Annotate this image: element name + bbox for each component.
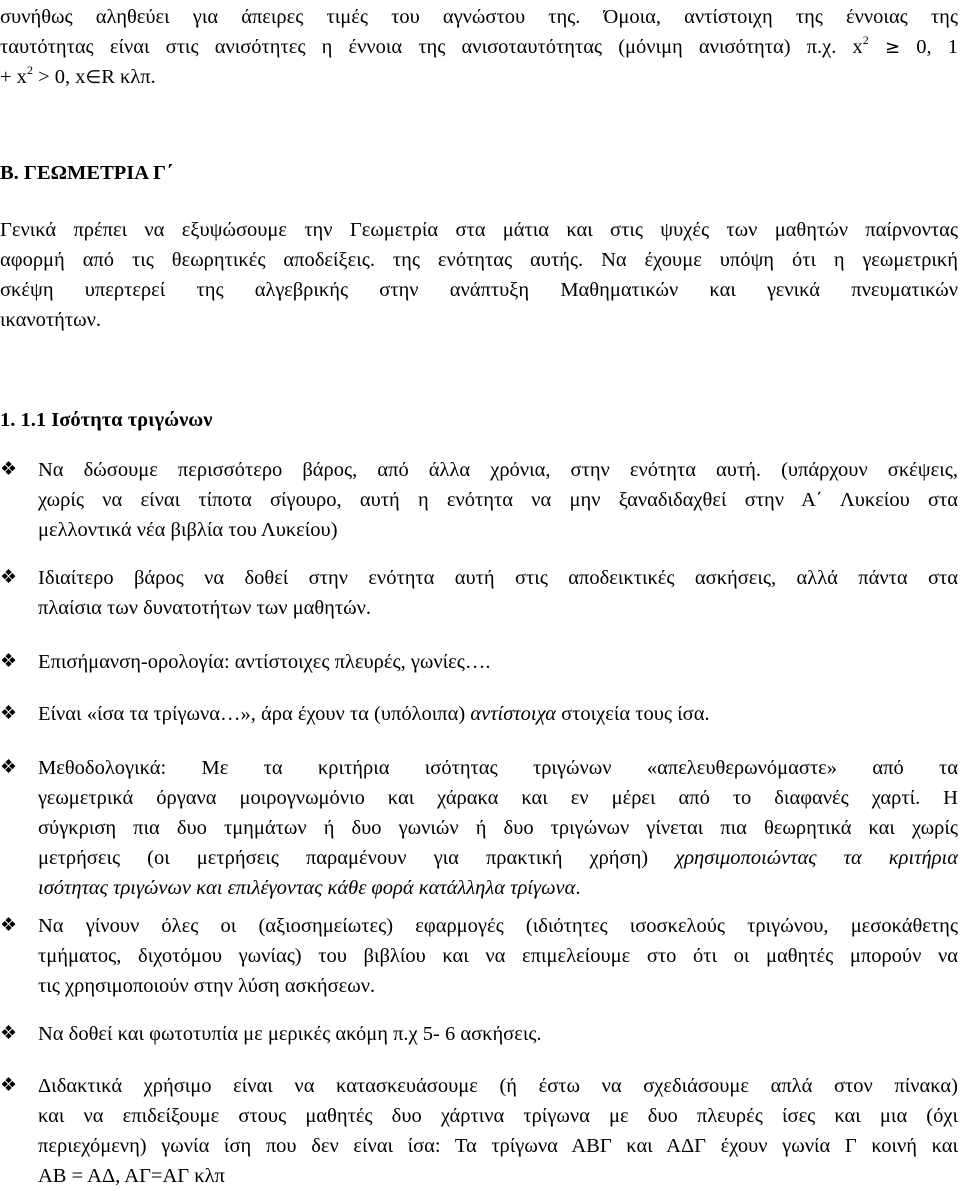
bullet-1-line-2: χωρίς να είναι τίποτα σίγουρο, αυτή η ενότητα να μην ξαναδιδαχθεί στην Α΄ Λυκείου στα <box>38 489 958 511</box>
section-b-line-2: αφορμή από τις θεωρητικές αποδείξεις. της ενότητας αυτής. Να έχουμε υπόψη ότι η γεωμετρική <box>0 249 958 271</box>
section-b-paragraph <box>0 215 958 335</box>
section-b-heading: Β. ΓΕΩΜΕΤΡΙΑ Γ΄ <box>0 162 173 184</box>
bullet-6-line-2: τμήματος, διχοτόμου γωνίας) του βιβλίου και να επιμελείουμε στο ότι οι μαθητές μπορούν να <box>38 945 958 967</box>
bullet-2-line-1: Ιδιαίτερο βάρος να δοθεί στην ενότητα αυτή στις αποδεικτικές ασκήσεις, αλλά πάντα στα <box>38 567 958 589</box>
bullet-8-line-4: ΑΒ = ΑΔ, ΑΓ=ΑΓ κλπ <box>38 1165 225 1187</box>
intro-line-1: συνήθως αληθεύει για άπειρες τιμές του αγνώστου της. Όμοια, αντίστοιχη της έννοιας της <box>0 6 958 28</box>
intro-paragraph <box>0 2 958 92</box>
diamond-star-bullet-icon: ❖ <box>0 459 18 480</box>
diamond-star-bullet-icon: ❖ <box>0 1023 18 1044</box>
section-b-line-3: σκέψη υπερτερεί της αλγεβρικής στην ανάπτυξη Μαθηματικών και γενικά πνευματικών <box>0 279 958 301</box>
diamond-star-bullet-icon: ❖ <box>0 757 18 778</box>
bullet-5-line-5: ισότητας τριγώνων και επιλέγοντας κάθε φορά κατάλληλα τρίγωνα. <box>38 877 581 899</box>
bullet-5-line-4: μετρήσεις (οι μετρήσεις παραμένουν για πρακτική χρήση) χρησιμοποιώντας τα κριτήρια <box>38 847 958 869</box>
element-of-symbol: ∈ <box>85 67 102 88</box>
diamond-star-bullet-icon: ❖ <box>0 915 18 936</box>
bullet-2-line-2: πλαίσια των δυνατοτήτων των μαθητών. <box>38 597 372 619</box>
intro-line-3: + $x^2 > 0$, x∈R κλπ. <box>0 63 156 88</box>
bullet-5-line-1: Μεθοδολογικά: Με τα κριτήρια ισότητας τριγώνων «απελευθερωνόμαστε» από τα <box>38 757 958 779</box>
section-b-heading-block <box>0 158 958 188</box>
greater-equal-symbol: ≥ <box>884 37 901 58</box>
bullet-4-line-1: Είναι «ίσα τα τρίγωνα…», άρα έχουν τα (υπόλοιπα) αντίστοιχα στοιχεία τους ίσα. <box>38 703 710 725</box>
section-1-1-heading: 1. 1.1 Ισότητα τριγώνων <box>0 409 213 431</box>
bullet-5-line-3: σύγκριση πια δυο τμημάτων ή δυο γωνιών ή δυο τριγώνων γίνεται πια θεωρητικά και χωρίς <box>38 817 958 839</box>
bullet-5-line-2: γεωμετρικά όργανα μοιρογνωμόνιο και χάρακα και εν μέρει από το διαφανές χαρτί. Η <box>38 787 958 809</box>
diamond-star-bullet-icon: ❖ <box>0 567 18 588</box>
bullet-8-line-3: περιεχόμενη) γωνία ίση που δεν είναι ίσα: Τα τρίγωνα ΑΒΓ και ΑΔΓ έχουν γωνία Γ κοινή και <box>38 1135 958 1157</box>
bullet-1-line-3: μελλοντικά νέα βιβλία του Λυκείου) <box>38 519 338 541</box>
diamond-star-bullet-icon: ❖ <box>0 651 18 672</box>
bullet-8-line-1: Διδακτικά χρήσιμο είναι να κατασκευάσουμε (ή έστω να σχεδιάσουμε απλά στον πίνακα) <box>38 1075 958 1097</box>
section-b-line-4: ικανοτήτων. <box>0 309 102 331</box>
section-1-1-heading-block <box>0 405 958 435</box>
bullet-3-line-1: Επισήμανση-ορολογία: αντίστοιχες πλευρές, γωνίες…. <box>38 651 491 673</box>
bullet-7-line-1: Να δοθεί και φωτοτυπία με μερικές ακόμη π.χ 5- 6 ασκήσεις. <box>38 1023 542 1045</box>
bullet-6-line-3: τις χρησιμοποιούν στην λύση ασκήσεων. <box>38 975 376 997</box>
diamond-star-bullet-icon: ❖ <box>0 703 18 724</box>
bullet-1-line-1: Να δώσουμε περισσότερο βάρος, από άλλα χρόνια, στην ενότητα αυτή. (υπάρχουν σκέψεις, <box>38 459 958 481</box>
diamond-star-bullet-icon: ❖ <box>0 1075 18 1096</box>
bullet-8-line-2: και να επιδείξουμε στους μαθητές δυο χάρτινα τρίγωνα με δυο πλευρές ίσες και μια (όχι <box>38 1105 958 1127</box>
bullet-6-line-1: Να γίνουν όλες οι (αξιοσημείωτες) εφαρμογές (ιδιότητες ισοσκελούς τριγώνου, μεσοκάθετης <box>38 915 958 937</box>
section-b-line-1: Γενικά πρέπει να εξυψώσουμε την Γεωμετρία στα μάτια και στις ψυχές των μαθητών παίρνοντας <box>0 219 958 241</box>
intro-line-2: ταυτότητας είναι στις ανισότητες η έννοια της ανισοταυτότητας (μόνιμη ανισότητα) π.χ. $x^2 \ge 0$, 1 <box>0 33 959 58</box>
